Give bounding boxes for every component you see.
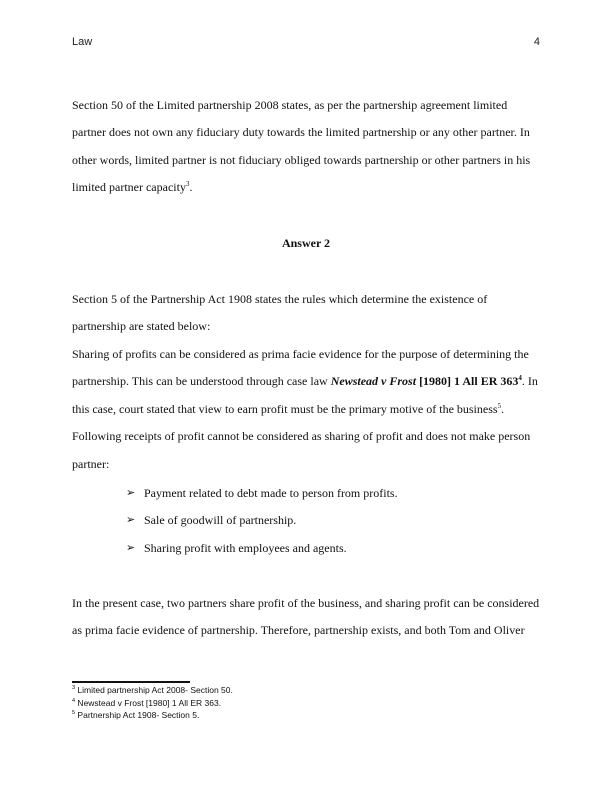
page-number: 4 [533,36,540,48]
list-item: ➢ Sale of goodwill of partnership. [126,507,398,534]
arrow-bullet-icon: ➢ [126,541,136,554]
footnote-divider [72,681,190,683]
footnote-ref-3[interactable]: 3 [185,180,190,189]
footnote: $^3$ Limited partnership Act 2008- Section 50. [72,685,233,695]
paragraph-section-50: Section 50 of the Limited partnership 2008 states, as per the partnership agreement limited partner does not own any fiduciary duty towards the limited partnership or any other partner. In other words, limited partner is not fiduciary obliged towards partnership or other partners in his limited partner capacity$^3$. [72,98,531,195]
bullet-list [126,480,398,562]
paragraph-sharing-profits: Sharing of profits can be considered as prima facie evidence for the purpose of determining the partnership. This can be understood through case law Newstead v Frost [1980] 1 All ER $363^4$. In this case, court stated that view to earn profit must be the primary motive of the business$^5$. Following receipts of profit cannot be considered as sharing of profit and does not make person partner: [72,347,538,471]
footnotes [72,684,233,722]
case-name: Newstead v Frost [330,374,417,389]
list-item: ➢ Payment related to debt made to person from profits. [126,480,398,507]
paragraph-present-case: In the present case, two partners share profit of the business, and sharing profit can be considered as prima facie evidence of partnership. Therefore, partnership exists, and both Tom and Oliver [72,596,540,638]
footnote: $^4$ Newstead v Frost [1980] 1 All ER 363. [72,697,222,708]
footnote-ref-5[interactable]: 5 [497,401,502,410]
list-item: ➢ Sharing profit with employees and agents. [126,535,398,562]
footnote: $^5$ Partnership Act 1908- Section 5. [72,710,200,720]
arrow-bullet-icon: ➢ [126,514,136,527]
case-citation: [1980] 1 All ER 363 [416,374,519,389]
footnote-ref-4[interactable]: 4 [518,374,522,383]
answer-heading: Answer 2 [281,236,331,250]
paragraph-section-5: Section 5 of the Partnership Act 1908 states the rules which determine the existence of partnership are stated below: [72,292,488,334]
running-header-title: Law [72,36,93,48]
arrow-bullet-icon: ➢ [126,487,136,499]
